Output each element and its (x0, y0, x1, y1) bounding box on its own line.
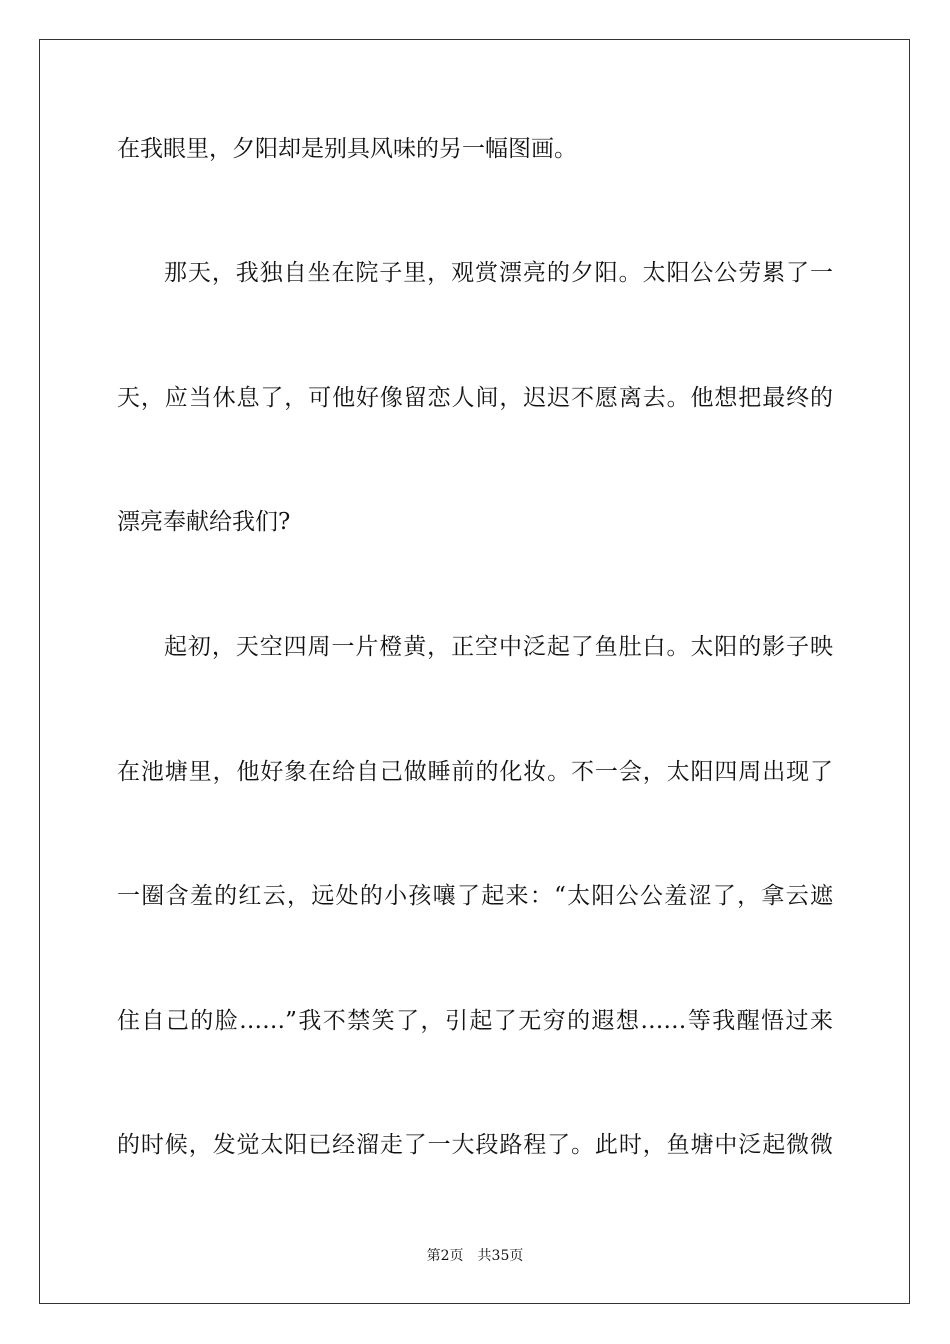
text-line-4: 漂亮奉献给我们? (117, 509, 291, 535)
page-footer (0, 1246, 950, 1266)
text-line-6: 在池塘里，他好象在给自己做睡前的化妆。不一会，太阳四周出现了 (117, 759, 833, 785)
page-frame (39, 39, 910, 1304)
text-line-3: 天，应当休息了，可他好像留恋人间，迟迟不愿离去。他想把最终的 (117, 385, 833, 411)
text-line-5: 起初，天空四周一片橙黄，正空中泛起了鱼肚白。太阳的影子映 (164, 634, 833, 660)
text-line-7: 一圈含羞的红云，远处的小孩嚷了起来：“太阳公公羞涩了，拿云遮 (117, 883, 833, 909)
text-line-8: 住自己的脸……”我不禁笑了，引起了无穷的遐想……等我醒悟过来 (117, 1008, 833, 1034)
text-line-9: 的时候，发觉太阳已经溜走了一大段路程了。此时，鱼塘中泛起微微 (117, 1132, 833, 1158)
page-number: 第2页 (426, 1248, 464, 1264)
text-line-2: 那天，我独自坐在院子里，观赏漂亮的夕阳。太阳公公劳累了一 (164, 260, 833, 286)
text-line-1: 在我眼里，夕阳却是别具风味的另一幅图画。 (117, 136, 577, 162)
page-total: 共35页 (477, 1248, 524, 1264)
